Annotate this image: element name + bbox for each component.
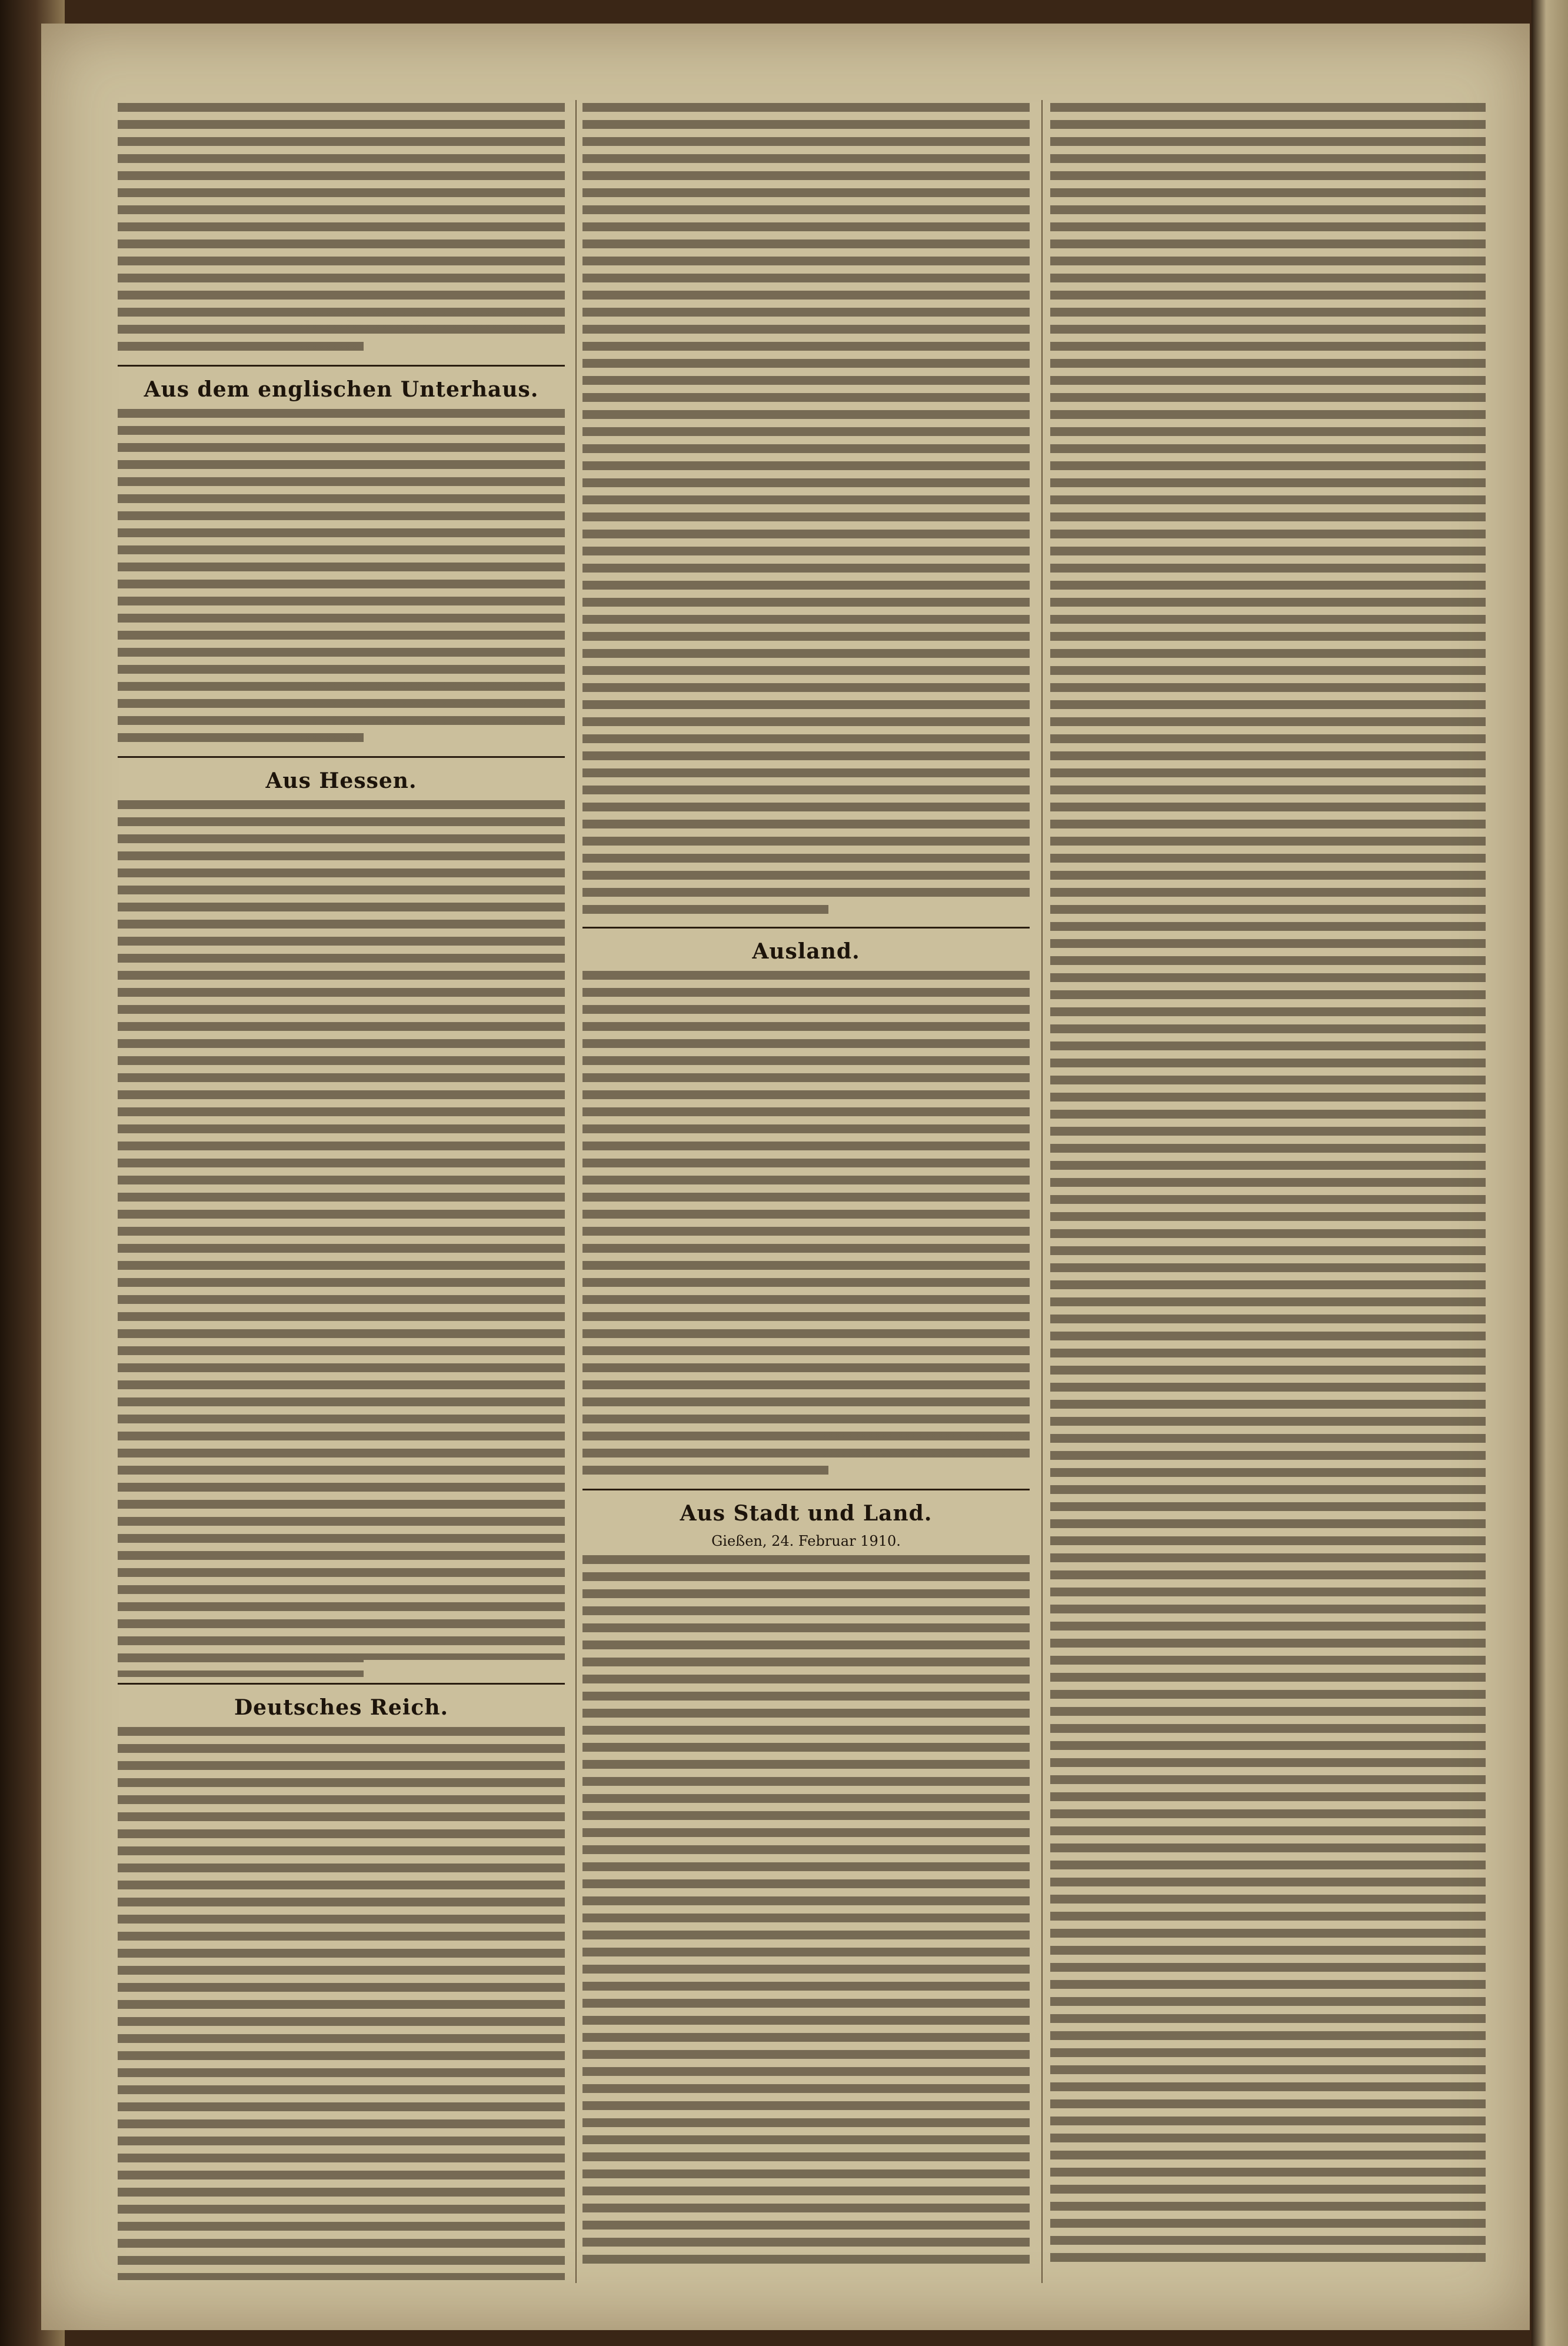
article-body	[582, 1555, 1030, 2267]
column-middle	[582, 103, 1030, 2280]
adjacent-page-edge	[1532, 0, 1568, 2346]
section-rule	[582, 927, 1030, 929]
section-heading-reich: Deutsches Reich.	[234, 1695, 449, 1720]
article-body	[118, 1727, 565, 2280]
article-body	[118, 409, 565, 750]
article-body	[118, 800, 565, 1677]
section-rule	[118, 1683, 565, 1685]
article-body	[582, 103, 1030, 921]
column-rule	[575, 100, 577, 2283]
section-heading-stadt-land: Aus Stadt und Land.	[680, 1501, 933, 1526]
section-heading-hessen: Aus Hessen.	[265, 768, 417, 793]
dateline: Gießen, 24. Februar 1910.	[711, 1533, 901, 1549]
column-rule	[1041, 100, 1043, 2283]
column-right	[1050, 103, 1486, 2280]
article-body	[582, 971, 1030, 1483]
article-body	[1050, 103, 1486, 2268]
section-heading-unterhaus: Aus dem englischen Unterhaus.	[144, 377, 539, 402]
article-body	[118, 103, 565, 359]
section-rule	[118, 365, 565, 367]
section-rule	[118, 756, 565, 758]
section-rule	[582, 1489, 1030, 1490]
section-heading-ausland: Ausland.	[752, 939, 860, 964]
column-left	[118, 103, 565, 2280]
